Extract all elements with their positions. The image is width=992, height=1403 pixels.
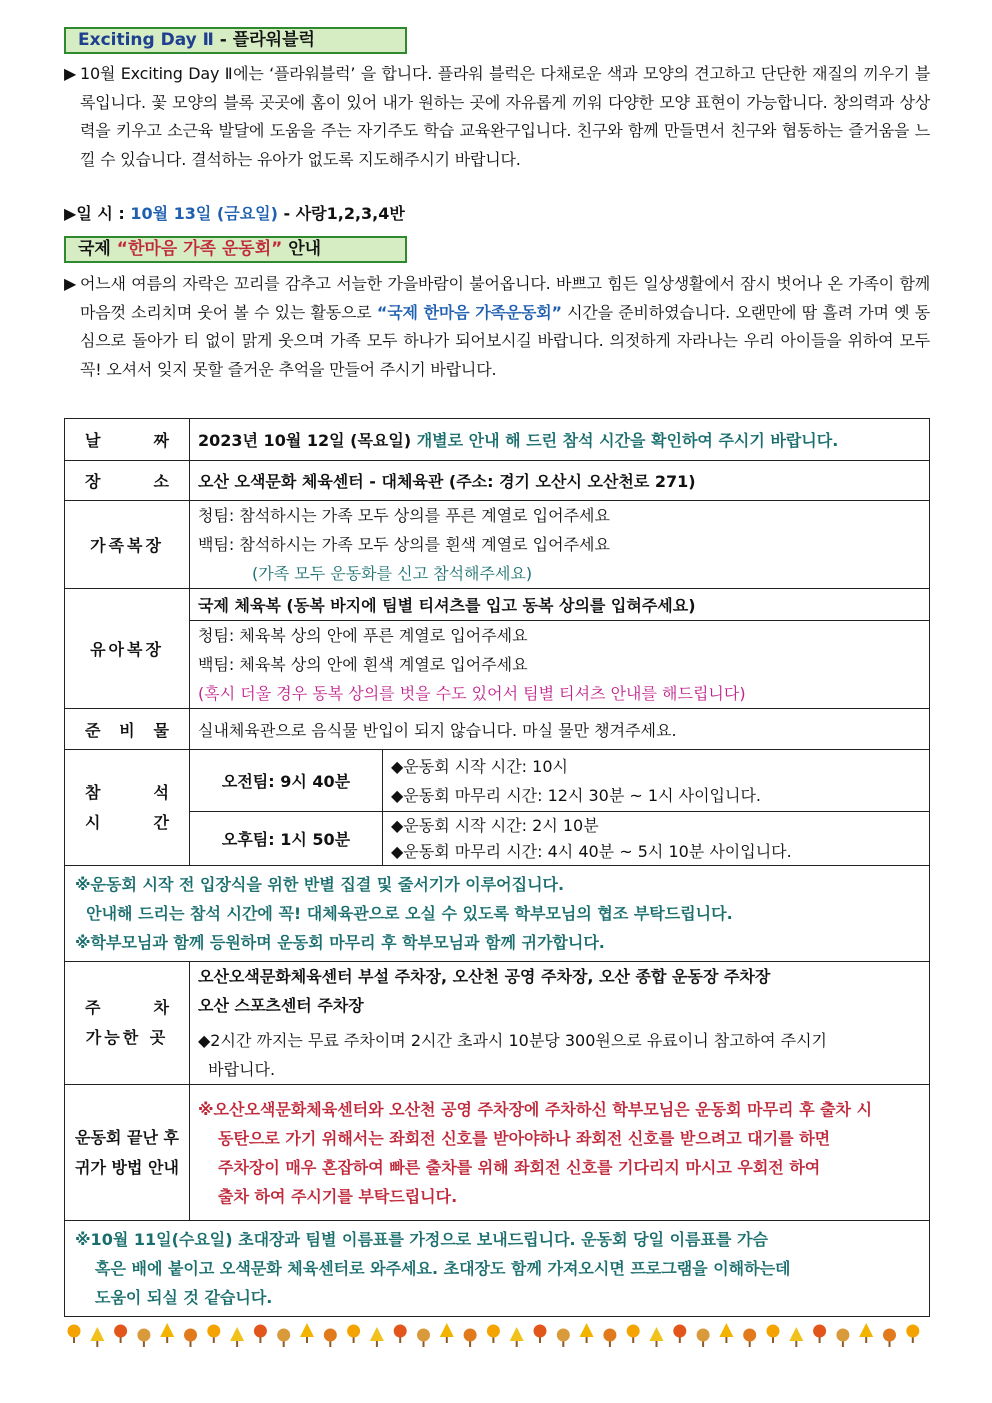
tree-trunk-icon [446, 1336, 448, 1343]
flower-border-icon [64, 1320, 930, 1350]
h: 비 [119, 720, 135, 740]
tree-icon [883, 1329, 896, 1342]
h: 장 [85, 472, 101, 491]
line: 동탄으로 가기 위해서는 좌회전 신호를 받아야하나 좌회전 신호를 받으려고 대기를 하면 [218, 1128, 831, 1148]
info-table [64, 418, 930, 1317]
row-return [65, 1085, 930, 1221]
row-attend-afternoon [65, 812, 930, 866]
title-q: “한마음 가족 운동회” [116, 239, 283, 259]
para-a: 어느새 여름의 자락은 꼬리를 감추고 서늘한 가을바람이 불어옵니다. 바쁘고 힘든 일상생활에서 잠시 벗어나 온 가족이 함께 마음껏 소리치며 웃어 볼 수 있는 활동으로 [80, 274, 930, 322]
tree-icon [160, 1323, 174, 1337]
cell-note1 [65, 866, 930, 962]
sports-day-paragraph [64, 270, 930, 384]
line: ※10월 11일(수요일) 초대장과 팀별 이름표를 가정으로 보내드립니다. 운동회 당일 이름표를 가슴 [75, 1230, 768, 1249]
row-note2 [65, 1221, 930, 1317]
head-child-dress: 유아복장 [65, 589, 190, 709]
line: 오산 스포츠센터 주차장 [198, 996, 364, 1015]
morning-team: 오전팀: 9시 40분 [190, 750, 383, 812]
tree-icon [859, 1323, 873, 1337]
row-child-dress-top [65, 589, 930, 621]
line: 출차 하여 주시기를 부탁드립니다. [218, 1186, 458, 1206]
tree-icon [207, 1325, 220, 1338]
cell-return [190, 1085, 930, 1221]
section-title-sports-day [64, 236, 407, 263]
para-quote: “국제 한마음 가족운동회” [376, 302, 562, 322]
h: 차 [153, 998, 169, 1017]
tree-trunk-icon [725, 1336, 727, 1343]
line: ※학부모님과 함께 등원하며 운동회 마무리 후 학부모님과 함께 귀가합니다. [75, 933, 605, 952]
cell-afternoon-times [383, 812, 930, 866]
cell-child-dress-main: 국제 체육복 (동복 바지에 팀별 티셔츠를 입고 동복 상의를 입혀주세요) [190, 589, 930, 621]
row-parking [65, 962, 930, 1085]
tree-icon [254, 1325, 267, 1338]
tree-icon [68, 1325, 81, 1338]
tree-icon [137, 1329, 150, 1342]
head-prep [65, 709, 190, 750]
tree-icon [767, 1325, 780, 1338]
line: ◆운동회 마무리 시간: 12시 30분 ~ 1시 사이입니다. [391, 785, 761, 805]
tree-icon [580, 1323, 594, 1337]
tree-icon [789, 1327, 803, 1341]
tree-icon [557, 1329, 570, 1342]
line: (혹시 더울 경우 동복 상의를 벗을 수도 있어서 팀별 티셔츠 안내를 해드립니다) [198, 684, 746, 703]
line: 도움이 되실 것 같습니다. [95, 1288, 273, 1307]
title-en: Exciting Day Ⅱ [78, 30, 214, 50]
tree-icon [487, 1325, 500, 1338]
tree-icon [627, 1325, 640, 1338]
date-label: 일 시 : [76, 204, 131, 223]
line: ◆운동회 시작 시간: 2시 10분 [391, 815, 599, 835]
h: 귀가 방법 안내 [75, 1157, 179, 1177]
tree-icon [813, 1325, 826, 1338]
exciting-day-text: 10월 Exciting Day Ⅱ에는 ‘플라워블럭’ 을 합니다. 플라워 블럭은 다채로운 색과 모양의 견고하고 단단한 재질의 끼우기 블록입니다. 꽃 모양의 블록 곳곳에 홈이 있어 내가 원하는 곳에 자유롭게 끼워 다양한 모양 표현이 가능합니다. 창의력과 상상력을 키우고 소근육 발달에 도움을 주는 자기주도 학습 교육완구입니다. 친구와 함께 만들면서 친구와 협동하는 즐거움을 느낄 수 있습니다. 결석하는 유아가 없도록 지도해주시기 바랍니다. [80, 64, 930, 169]
tree-icon [743, 1329, 756, 1342]
title-b: 안내 [282, 239, 322, 259]
head-attend [65, 750, 190, 866]
line: ◆운동회 마무리 시간: 4시 40분 ~ 5시 10분 사이입니다. [391, 841, 792, 861]
row-date [65, 419, 930, 461]
tree-icon [510, 1327, 524, 1341]
title-ko: 플라워블럭 [232, 30, 315, 50]
tree-icon [90, 1327, 104, 1341]
sports-day-text [80, 270, 930, 384]
cell-family-dress [190, 501, 930, 589]
head-place [65, 461, 190, 501]
head-parking [65, 962, 190, 1085]
tree-icon [417, 1329, 430, 1342]
h: 준 [85, 720, 101, 740]
flower-border [64, 1320, 930, 1350]
tree-icon [114, 1325, 127, 1338]
cell-prep: 실내체육관으로 음식물 반입이 되지 않습니다. 마실 물만 챙겨주세요. [190, 709, 930, 750]
tree-icon [184, 1329, 197, 1342]
line: 백팀: 체육복 상의 안에 흰색 계열로 입어주세요 [198, 655, 528, 674]
h: 참 [85, 782, 101, 802]
tree-icon [370, 1327, 384, 1341]
cell-note2 [65, 1221, 930, 1317]
tree-trunk-icon [306, 1336, 308, 1343]
line: ※운동회 시작 전 입장식을 위한 반별 집결 및 줄서기가 이루어집니다. [75, 875, 565, 894]
tree-icon [440, 1323, 454, 1337]
h: 시 [85, 812, 101, 832]
tree-trunk-icon [376, 1340, 378, 1347]
line: ※오산오색문화체육센터와 오산천 공영 주차장에 주차하신 학부모님은 운동회 마무리 후 출차 시 [198, 1099, 873, 1119]
head-return [65, 1085, 190, 1221]
head-family-dress: 가족복장 [65, 501, 190, 589]
tree-icon [836, 1329, 849, 1342]
tree-trunk-icon [166, 1336, 168, 1343]
bullet-icon: ▶ [64, 64, 77, 83]
date-value: 10월 13일 (금요일) [130, 204, 278, 223]
exciting-day-paragraph [64, 60, 930, 174]
tree-icon [603, 1329, 616, 1342]
line: 청팀: 참석하시는 가족 모두 상의를 푸른 계열로 입어주세요 [198, 506, 610, 525]
h: 운동회 끝난 후 [75, 1127, 179, 1147]
tree-trunk-icon [236, 1340, 238, 1347]
tree-icon [300, 1323, 314, 1337]
tree-icon [673, 1325, 686, 1338]
exciting-day-date [64, 201, 405, 224]
cell-place: 오산 오색문화 체육센터 - 대체육관 (주소: 경기 오산시 오산천로 271) [190, 461, 930, 501]
line: 주차장이 매우 혼잡하여 빠른 출차를 위해 좌회전 신호를 기다리지 마시고 우회전 하여 [218, 1157, 821, 1177]
section-title-exciting-day [64, 27, 407, 54]
afternoon-team: 오후팀: 1시 50분 [190, 812, 383, 866]
tree-icon [394, 1325, 407, 1338]
date-b: 개별로 안내 해 드린 참석 시간을 확인하여 주시기 바랍니다. [411, 431, 839, 450]
h: 물 [153, 720, 169, 740]
line: 청팀: 체육복 상의 안에 푸른 계열로 입어주세요 [198, 626, 528, 645]
tree-icon [719, 1323, 733, 1337]
row-place [65, 461, 930, 501]
cell-date [190, 419, 930, 461]
h: 석 [153, 782, 169, 802]
line: ◆운동회 시작 시간: 10시 [391, 756, 568, 776]
cell-morning-times [383, 750, 930, 812]
tree-trunk-icon [656, 1340, 658, 1347]
row-prep [65, 709, 930, 750]
row-family-dress [65, 501, 930, 589]
title-a: 국제 [78, 239, 117, 259]
bullet-icon: ▶ [64, 204, 77, 223]
date-a: 2023년 10월 12일 (목요일) [198, 431, 412, 450]
row-child-dress [65, 621, 930, 709]
line: 안내해 드리는 참석 시간에 꼭! 대체육관으로 오실 수 있도록 학부모님의 협조 부탁드립니다. [75, 904, 733, 923]
cell-parking [190, 962, 930, 1085]
tree-icon [697, 1329, 710, 1342]
h: 주 [85, 998, 101, 1017]
h: 간 [153, 812, 169, 832]
tree-icon [347, 1325, 360, 1338]
tree-trunk-icon [96, 1340, 98, 1347]
title-dash: - [213, 30, 233, 50]
cell-child-dress [190, 621, 930, 709]
line: 혹은 배에 붙이고 오색문화 체육센터로 와주세요. 초대장도 함께 가져오시면 프로그램을 이해하는데 [95, 1259, 791, 1278]
line: 오산오색문화체육센터 부설 주차장, 오산천 공영 주차장, 오산 종합 운동장 주차장 [198, 967, 771, 986]
tree-icon [230, 1327, 244, 1341]
tree-icon [650, 1327, 664, 1341]
head-date [65, 419, 190, 461]
line: 백팀: 참석하시는 가족 모두 상의를 흰색 계열로 입어주세요 [198, 535, 610, 554]
row-note1 [65, 866, 930, 962]
tree-trunk-icon [865, 1336, 867, 1343]
date-rest: - 사랑1,2,3,4반 [277, 204, 405, 223]
tree-icon [906, 1325, 919, 1338]
tree-icon [277, 1329, 290, 1342]
h: 짜 [153, 431, 169, 450]
bullet-icon: ▶ [64, 274, 77, 293]
tree-icon [464, 1329, 477, 1342]
line: (가족 모두 운동화를 신고 참석해주세요) [252, 564, 533, 583]
row-attend-morning [65, 750, 930, 812]
h: 날 [85, 431, 101, 450]
line: ◆2시간 까지는 무료 주차이며 2시간 초과시 10분당 300원으로 유료이니 참고하여 주시기 [198, 1031, 828, 1050]
para-b: 시간을 준비하였습니다. 오랜만에 땀 흘려 가며 옛 동심으로 돌아가 티 없이 맑게 웃으며 가족 모두 하나가 되어보시길 바랍니다. 의젓하게 자라나는 우리 아이들을 위하여 모두 꼭! 오셔서 잊지 못할 즐거운 추억을 만들어 주시기 바랍니다. [80, 302, 930, 379]
tree-trunk-icon [516, 1340, 518, 1347]
h: 소 [153, 472, 169, 491]
tree-icon [324, 1329, 337, 1342]
line: 바랍니다. [198, 1060, 276, 1079]
tree-trunk-icon [795, 1340, 797, 1347]
h: 가능한 곳 [85, 1028, 169, 1047]
tree-icon [534, 1325, 547, 1338]
tree-trunk-icon [586, 1336, 588, 1343]
